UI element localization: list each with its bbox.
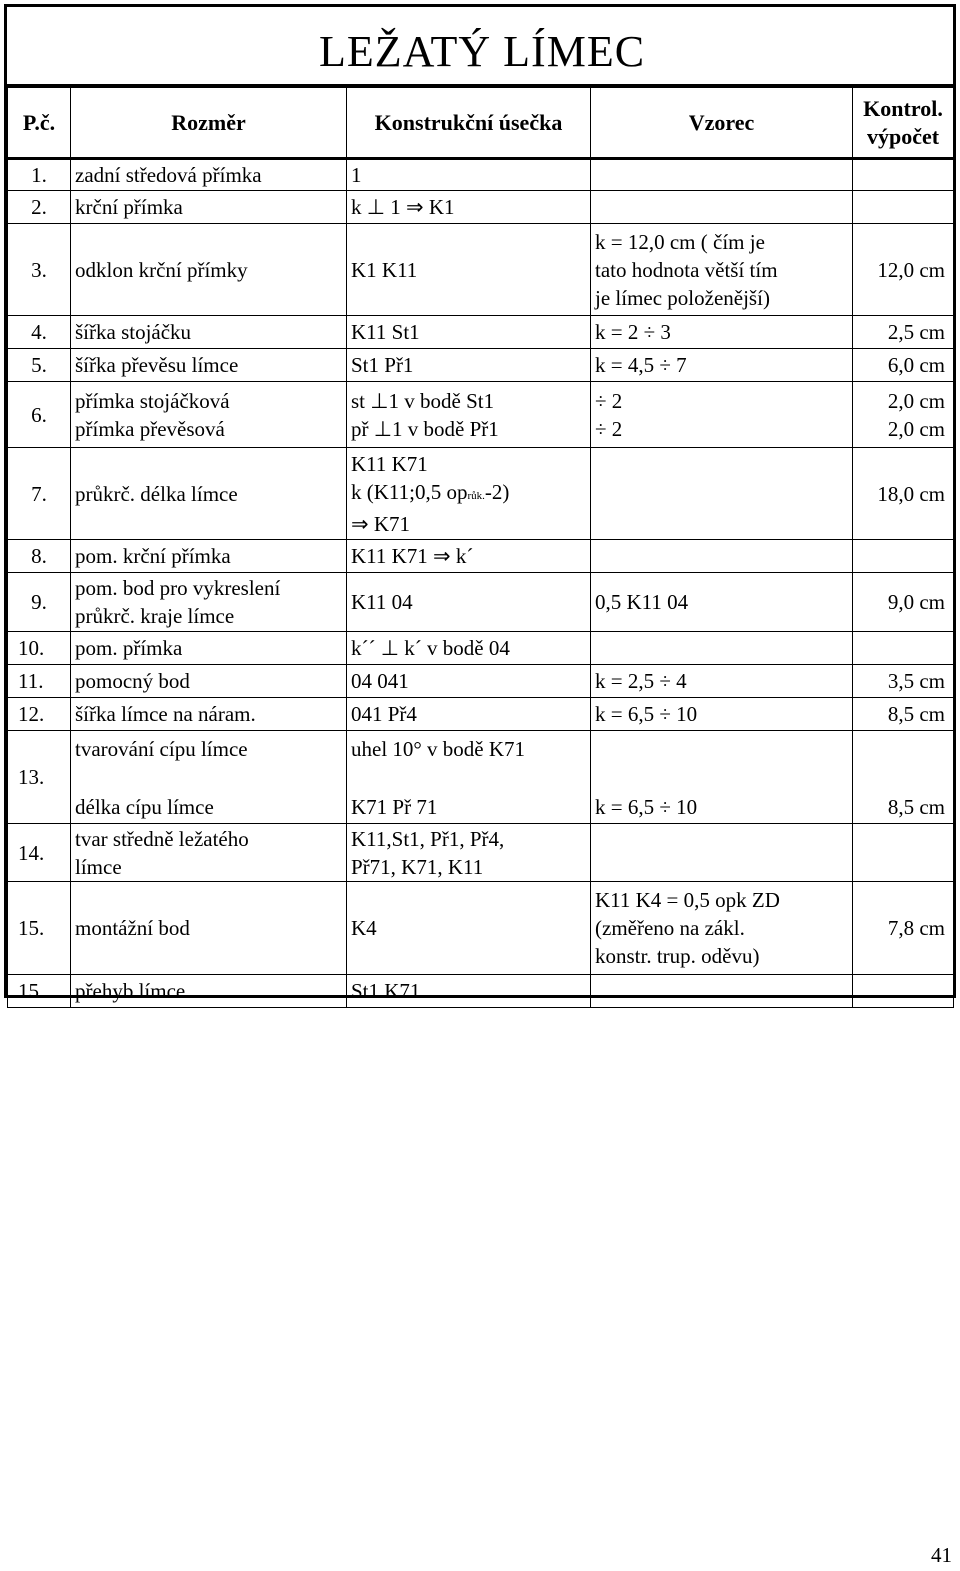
row-usecka: K1 K11 (347, 224, 591, 316)
table-row (8, 224, 954, 316)
title-cell (7, 7, 953, 87)
row-usecka: K4 (347, 882, 591, 975)
header-vzorec: Vzorec (591, 88, 853, 159)
header-kontrol-line2: výpočet (866, 123, 940, 149)
vysledek-line: 8,5 cm (887, 795, 945, 819)
row-rozmer: odklon krční přímky (71, 224, 347, 316)
row-vysledek: 2,5 cm (853, 316, 954, 349)
row-vysledek (853, 632, 954, 665)
row-usecka: K11 St1 (347, 316, 591, 349)
row-number: 15. (8, 975, 71, 1008)
row-number: 10. (8, 632, 71, 665)
vysledek-line: 2,0 cm (887, 416, 945, 441)
vysledek-line: 2,0 cm (887, 388, 945, 413)
table-frame (4, 4, 956, 1003)
row-vysledek (853, 824, 954, 882)
row-number: 6. (8, 382, 71, 448)
row-rozmer (71, 731, 347, 824)
header-row (8, 88, 954, 159)
header-kontrol-line1: Kontrol. (863, 95, 943, 121)
row-rozmer (71, 824, 347, 882)
vzorec-line: k = 12,0 cm ( čím je (595, 229, 765, 254)
usecka-subscript: růk. (467, 489, 485, 502)
table-row (8, 316, 954, 349)
table-row (8, 159, 954, 191)
row-vysledek: 8,5 cm (853, 698, 954, 731)
rozmer-line: pom. bod pro vykreslení (75, 576, 281, 600)
row-number: 13. (8, 731, 71, 824)
row-number: 8. (8, 540, 71, 573)
vzorec-line: ÷ 2 (595, 388, 623, 413)
row-number: 7. (8, 448, 71, 540)
table-row (8, 540, 954, 573)
page-title: LEŽATÝ LÍMEC (319, 27, 646, 76)
vzorec-line: K11 K4 = 0,5 opk ZD (595, 888, 780, 912)
rozmer-line: přímka stojáčková (75, 388, 230, 413)
row-vysledek: 9,0 cm (853, 573, 954, 632)
table-row (8, 632, 954, 665)
rozmer-line: tvarování cípu límce (75, 737, 248, 761)
row-vzorec (591, 540, 853, 573)
row-vzorec (591, 882, 853, 975)
row-usecka: St1 Př1 (347, 349, 591, 382)
rozmer-line: tvar středně ležatého (75, 826, 249, 851)
row-rozmer: pomocný bod (71, 665, 347, 698)
row-vysledek (853, 191, 954, 224)
row-vysledek: 12,0 cm (853, 224, 954, 316)
row-vzorec (591, 632, 853, 665)
row-number: 4. (8, 316, 71, 349)
row-rozmer: pom. krční přímka (71, 540, 347, 573)
row-usecka: 04 041 (347, 665, 591, 698)
row-rozmer (71, 573, 347, 632)
usecka-line (351, 478, 586, 510)
row-vzorec (591, 159, 853, 191)
row-vysledek (853, 159, 954, 191)
row-number: 15. (8, 882, 71, 975)
rozmer-line: přímka převěsová (75, 416, 225, 441)
vzorec-line: konstr. trup. oděvu) (595, 944, 760, 968)
row-vzorec (591, 382, 853, 448)
construction-table (7, 87, 954, 1008)
row-usecka (347, 824, 591, 882)
row-vysledek: 18,0 cm (853, 448, 954, 540)
usecka-line: Př71, K71, K11 (351, 854, 484, 879)
row-rozmer: pom. přímka (71, 632, 347, 665)
row-number: 3. (8, 224, 71, 316)
row-usecka (347, 731, 591, 824)
row-vysledek (853, 975, 954, 1008)
table-row (8, 824, 954, 882)
rozmer-line: průkrč. kraje límce (75, 604, 235, 628)
row-vzorec (591, 731, 853, 824)
usecka-line: př ⊥1 v bodě Př1 (351, 416, 499, 441)
table-row (8, 573, 954, 632)
row-vzorec (591, 224, 853, 316)
usecka-line: K11 K71 (351, 451, 428, 476)
vzorec-line: je límec položenější) (595, 285, 770, 310)
rozmer-line: délka cípu límce (75, 795, 214, 819)
row-number: 12. (8, 698, 71, 731)
usecka-line: K71 Př 71 (351, 795, 438, 819)
table-row (8, 349, 954, 382)
row-rozmer (71, 382, 347, 448)
row-rozmer: šířka stojáčku (71, 316, 347, 349)
row-vzorec: k = 6,5 ÷ 10 (591, 698, 853, 731)
row-rozmer: průkrč. délka límce (71, 448, 347, 540)
table-row (8, 448, 954, 540)
row-number: 1. (8, 159, 71, 191)
row-vzorec (591, 824, 853, 882)
row-usecka: k ⊥ 1 ⇒ K1 (347, 191, 591, 224)
vzorec-line: (změřeno na zákl. (595, 916, 745, 940)
row-rozmer: šířka límce na náram. (71, 698, 347, 731)
usecka-text: k (K11;0,5 op (351, 479, 468, 504)
row-vysledek: 6,0 cm (853, 349, 954, 382)
row-rozmer: zadní středová přímka (71, 159, 347, 191)
row-usecka: k´´ ⊥ k´ v bodě 04 (347, 632, 591, 665)
header-rozmer: Rozměr (71, 88, 347, 159)
header-pc: P.č. (8, 88, 71, 159)
vzorec-line: k = 6,5 ÷ 10 (595, 795, 698, 819)
table-row (8, 882, 954, 975)
table-row (8, 191, 954, 224)
row-rozmer: krční přímka (71, 191, 347, 224)
usecka-line: ⇒ K71 (351, 511, 411, 536)
table-row (8, 698, 954, 731)
row-usecka: K11 04 (347, 573, 591, 632)
row-usecka: 041 Př4 (347, 698, 591, 731)
usecka-line: st ⊥1 v bodě St1 (351, 388, 495, 413)
rozmer-line: límce (75, 854, 122, 879)
row-vzorec (591, 975, 853, 1008)
row-number: 5. (8, 349, 71, 382)
row-rozmer: šířka převěsu límce (71, 349, 347, 382)
header-usecka: Konstrukční úsečka (347, 88, 591, 159)
page-number: 41 (931, 1543, 952, 1567)
row-vysledek (853, 540, 954, 573)
row-usecka: St1 K71 (347, 975, 591, 1008)
row-vzorec (591, 191, 853, 224)
row-number: 11. (8, 665, 71, 698)
row-vzorec: 0,5 K11 04 (591, 573, 853, 632)
row-vysledek (853, 731, 954, 824)
vzorec-line: tato hodnota větší tím (595, 257, 778, 282)
table-row (8, 382, 954, 448)
row-number: 14. (8, 824, 71, 882)
row-vysledek: 7,8 cm (853, 882, 954, 975)
row-rozmer: montážní bod (71, 882, 347, 975)
row-vysledek: 3,5 cm (853, 665, 954, 698)
row-usecka: K11 K71 ⇒ k´ (347, 540, 591, 573)
row-number: 9. (8, 573, 71, 632)
row-usecka: 1 (347, 159, 591, 191)
header-kontrol (853, 88, 954, 159)
row-rozmer: přehyb límce (71, 975, 347, 1008)
usecka-line: K11,St1, Př1, Př4, (351, 826, 505, 851)
vzorec-line: ÷ 2 (595, 416, 623, 441)
row-vzorec: k = 2,5 ÷ 4 (591, 665, 853, 698)
usecka-text: -2) (484, 479, 510, 504)
row-vysledek (853, 382, 954, 448)
table-row (8, 665, 954, 698)
row-usecka (347, 382, 591, 448)
table-row (8, 731, 954, 824)
row-vzorec: k = 4,5 ÷ 7 (591, 349, 853, 382)
table-row (8, 975, 954, 1008)
row-number: 2. (8, 191, 71, 224)
row-vzorec: k = 2 ÷ 3 (591, 316, 853, 349)
row-usecka (347, 448, 591, 540)
usecka-line: uhel 10° v bodě K71 (351, 737, 526, 761)
row-vzorec (591, 448, 853, 540)
